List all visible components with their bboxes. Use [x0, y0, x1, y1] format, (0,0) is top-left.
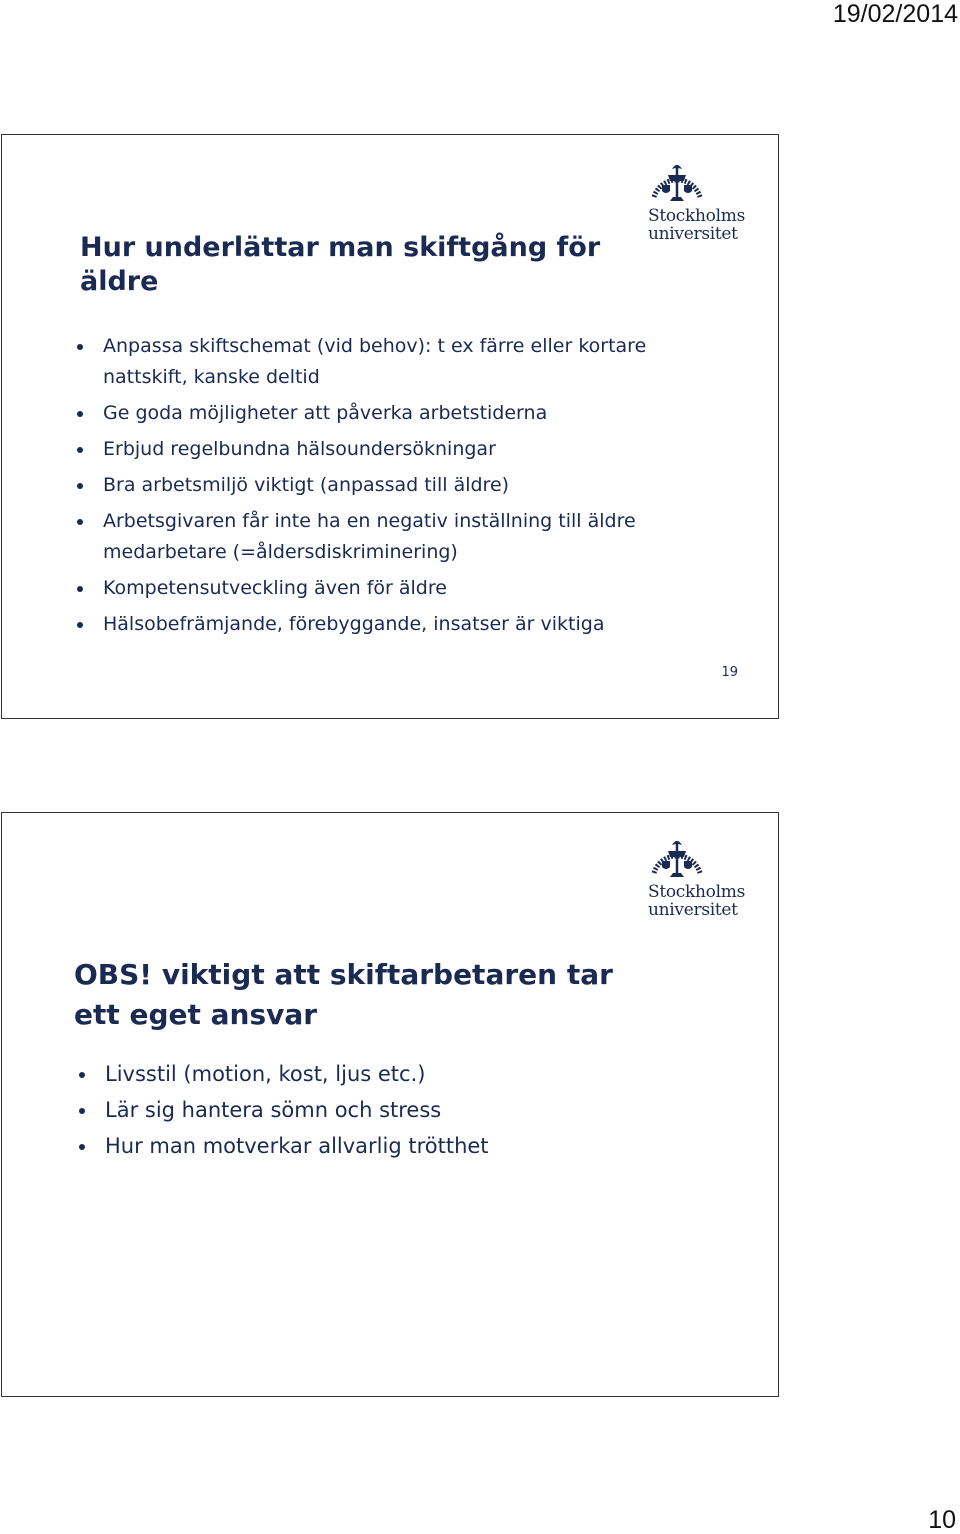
list-item: Bra arbetsmiljö viktigt (anpassad till äldre): [75, 470, 715, 501]
list-item: Arbetsgivaren får inte ha en negativ inställning till äldre medarbetare (=åldersdiskriminering): [75, 506, 715, 568]
logo-text-universitet: universitet: [648, 900, 738, 920]
stockholm-university-seal-icon: [648, 833, 706, 887]
slide-number: 19: [721, 665, 738, 680]
university-logo: [648, 833, 748, 920]
list-item: Hälsobefrämjande, förebyggande, insatser är viktiga: [75, 609, 715, 640]
list-item: Kompetensutveckling även för äldre: [75, 573, 715, 604]
slide-title: Hur underlättar man skiftgång för äldre: [80, 232, 601, 297]
slide-obs: [1, 812, 779, 1397]
list-item: Hur man motverkar allvarlig trötthet: [77, 1130, 717, 1162]
list-item: Erbjud regelbundna hälsoundersökningar: [75, 434, 715, 465]
logo-text-universitet: universitet: [648, 224, 738, 244]
list-item: Livsstil (motion, kost, ljus etc.): [77, 1058, 717, 1090]
stockholm-university-seal-icon: [648, 157, 706, 211]
page-date: 19/02/2014: [832, 0, 958, 28]
logo-text-stockholms: Stockholms: [648, 882, 745, 902]
bullet-list: [77, 1058, 717, 1166]
slide-title: OBS! viktigt att skiftarbetaren tar ett eget ansvar: [74, 958, 613, 1031]
logo-text-stockholms: Stockholms: [648, 206, 745, 226]
list-item: Anpassa skiftschemat (vid behov): t ex färre eller kortare nattskift, kanske deltid: [75, 331, 715, 393]
list-item: Lär sig hantera sömn och stress: [77, 1094, 717, 1126]
list-item: Ge goda möjligheter att påverka arbetstiderna: [75, 398, 715, 429]
bullet-list: [75, 331, 715, 645]
page-number: 10: [928, 1506, 956, 1534]
university-logo: [648, 157, 748, 244]
slide-19: [1, 134, 779, 719]
